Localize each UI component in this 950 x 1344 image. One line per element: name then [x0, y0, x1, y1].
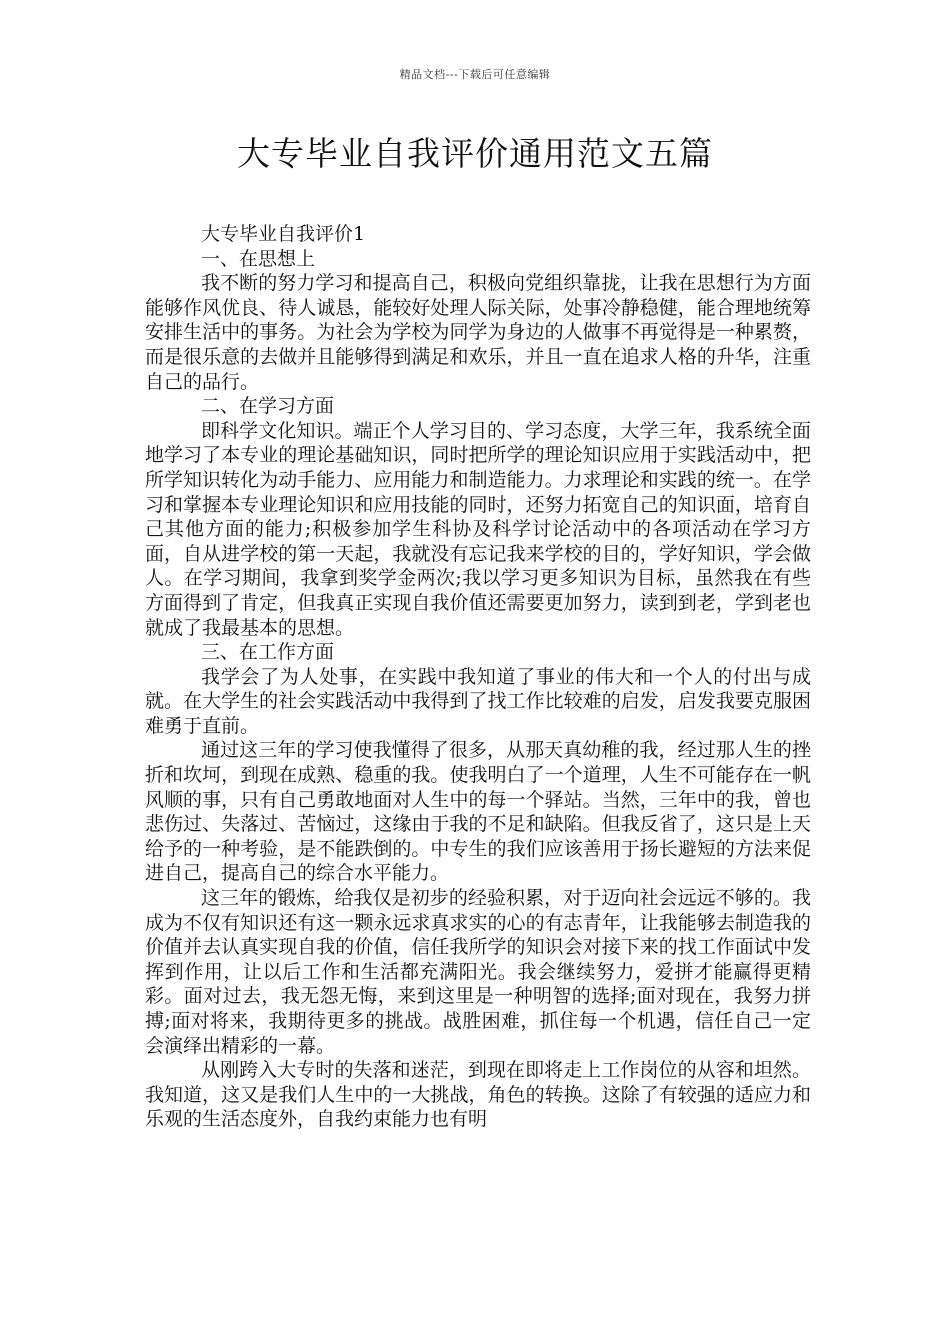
header-note: 精品文档---下载后可任意编辑 — [399, 68, 551, 81]
body-paragraph: 通过这三年的学习使我懂得了很多，从那天真幼稚的我，经过那人生的挫折和坎坷，到现在成熟、稳重的我。使我明白了一个道理，人生不可能存在一帆风顺的事，只有自己勇敢地面对人生中的每一个驿站。当然，三年中的我，曾也悲伤过、失落过、苦恼过，这缘由于我的不足和缺陷。但我反省了，这只是上天给予的一种考验，是不能跌倒的。中专生的我们应该善用于扬长避短的方法来促进自己，提高自己的综合水平能力。 — [145, 739, 811, 885]
body-paragraph: 我学会了为人处事，在实践中我知道了事业的伟大和一个人的付出与成就。在大学生的社会实践活动中我得到了找工作比较难的启发，启发我要克服困难勇于直前。 — [145, 665, 811, 737]
body-paragraph: 从刚跨入大专时的失落和迷茫，到现在即将走上工作岗位的从容和坦然。我知道，这又是我们人生中的一大挑战，角色的转换。这除了有较强的适应力和乐观的生活态度外，自我约束能力也有明 — [145, 1059, 811, 1131]
section-heading: 三、在工作方面 — [201, 641, 335, 664]
body-paragraph: 这三年的锻炼，给我仅是初步的经验积累，对于迈向社会远远不够的。我成为不仅有知识还有这一颗永远求真求实的心的有志青年，让我能够去制造我的价值并去认真实现自我的价值，信任我所学的知识会对接下来的找工作面试中发挥到作用，让以后工作和生活都充满阳光。我会继续努力，爱拼才能赢得更精彩。面对过去，我无怨无悔，来到这里是一种明智的选择;面对现在，我努力拼搏;面对将来，我期待更多的挑战。战胜困难，抓住每一个机遇，信任自己一定会演绎出精彩的一幕。 — [145, 887, 811, 1057]
body-paragraph: 我不断的努力学习和提高自己，积极向党组织靠拢，让我在思想行为方面能够作风优良、待人诚恳，能较好处理人际关际，处事冷静稳健，能合理地统筹安排生活中的事务。为社会为学校为同学为身边的人做事不再觉得是一种累赘，而是很乐意的去做并且能够得到满足和欢乐，并且一直在追求人格的升华，注重自己的品行。 — [145, 272, 811, 393]
section-heading: 大专毕业自我评价1 — [201, 223, 366, 245]
body-paragraph: 即科学文化知识。端正个人学习目的、学习态度，大学三年，我系统全面地学习了本专业的理论基础知识，同时把所学的理论知识应用于实践活动中，把所学知识转化为动手能力、应用能力和制造能力。力求理论和实践的统一。在学习和掌握本专业理论知识和应用技能的同时，还努力拓宽自己的知识面，培育自己其他方面的能力;积极参加学生科协及科学讨论活动中的各项活动在学习方面，自从进学校的第一天起，我就没有忘记我来学校的目的，学好知识，学会做人。在学习期间，我拿到奖学金两次;我以学习更多知识为目标，虽然我在有些方面得到了肯定，但我真正实现自我价值还需要更加努力，读到到老，学到老也就成了我最基本的思想。 — [145, 419, 811, 639]
document-body — [145, 222, 811, 1132]
section-heading: 二、在学习方面 — [201, 395, 335, 418]
document-title: 大专毕业自我评价通用范文五篇 — [237, 134, 713, 173]
section-heading: 一、在思想上 — [201, 247, 316, 270]
